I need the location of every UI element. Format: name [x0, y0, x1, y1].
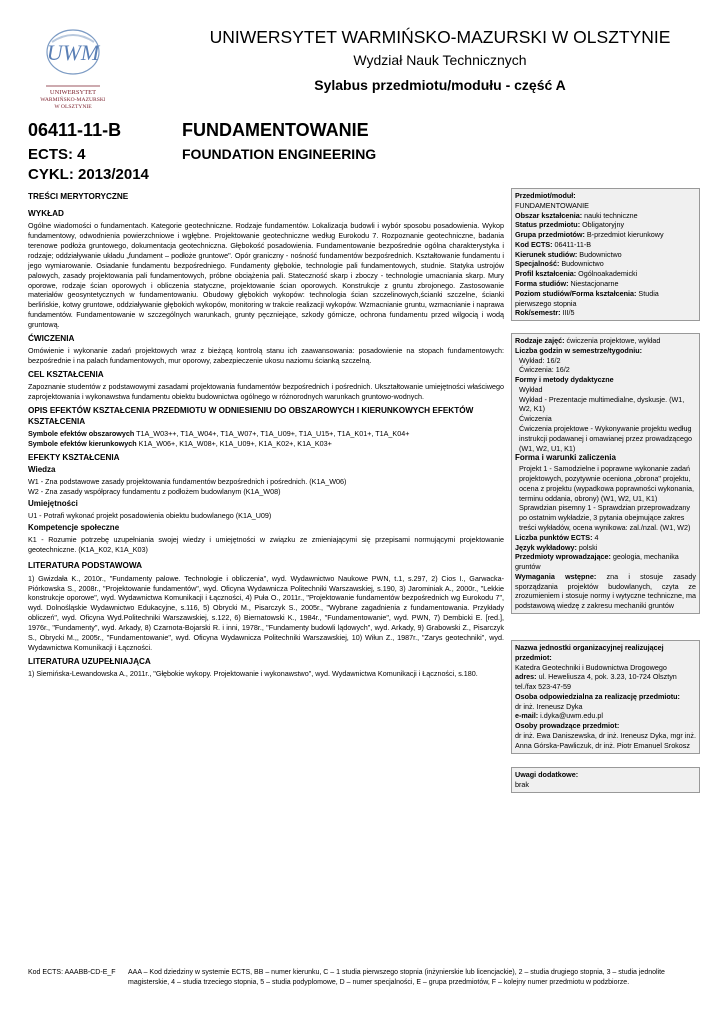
- obszar-label: Obszar kształcenia:: [515, 210, 583, 220]
- kod-value: 06411-11-B: [552, 239, 592, 249]
- jednostka-value: Katedra Geotechniki i Budownictwa Drogowego: [515, 662, 667, 672]
- effect-u1: U1 - Potrafi wykonać projekt posadowienia obiektu budowlanego (K1A_U09): [28, 510, 272, 520]
- course-cycle: CYKL: 2013/2014: [28, 166, 149, 183]
- obszarowe-label: Symbole efektów obszarowych: [28, 429, 135, 439]
- uwm-logo-icon: [40, 20, 105, 130]
- profil-value: Ogólnoakademicki: [576, 269, 638, 279]
- footer-code-format: Kod ECTS: AAABB-CD-E_F: [28, 969, 116, 976]
- course-title-en: FOUNDATION ENGINEERING: [182, 146, 377, 162]
- syllabus-title: Sylabus przedmiotu/modułu - część A: [314, 77, 566, 93]
- forma-warunki-label: Forma i warunki zaliczenia: [515, 453, 616, 463]
- classes-info-box: [511, 333, 700, 614]
- kod-label: Kod ECTS:: [515, 239, 553, 249]
- jezyk-value: polski: [576, 542, 598, 552]
- university-logo: [40, 20, 105, 130]
- wprowadzajace-value: geologia, mechanika gruntów: [515, 552, 679, 572]
- hours-cwiczenia: Ćwiczenia: 16/2: [519, 365, 570, 375]
- jezyk-label: Język wykładowy:: [515, 542, 577, 552]
- prowadzacy-label: Osoby prowadzące przedmiot:: [515, 721, 620, 731]
- wiedza-heading: Wiedza: [28, 465, 56, 475]
- forma-3: Ćwiczenia: [519, 414, 552, 424]
- university-name: UNIWERSYTET WARMIŃSKO-MAZURSKI W OLSZTYNIE: [209, 27, 671, 47]
- logo-sub-3: W OLSZTYNIE: [54, 104, 92, 110]
- punkty-label: Liczba punktów ECTS:: [515, 532, 593, 542]
- cwiczenia-text: Omówienie i wykonanie zadań projektowych wraz z bieżącą kontrolą stanu ich zaawansowania: posadowienie na stopach fundamentowych: bezpośrednie i na palach fundamentowych, mur oporowy, zabezpieczenie ukosu naziomu ścianką szczelną.: [28, 346, 504, 366]
- uwagi-value: brak: [515, 779, 529, 789]
- przedmiot-label: Przedmiot/moduł:: [515, 191, 576, 200]
- przedmiot-value: FUNDAMENTOWANIE: [515, 200, 589, 210]
- rok-value: III/5: [560, 308, 575, 318]
- profil-label: Profil kształcenia:: [515, 269, 577, 279]
- wprowadzajace-label: Przedmioty wprowadzające:: [515, 552, 611, 562]
- rodzaje-value: ćwiczenia projektowe, wykład: [564, 336, 661, 345]
- logo-mark: UWM: [46, 40, 100, 65]
- umiejetnosci-heading: Umiejętności: [28, 498, 78, 508]
- unit-info-box: [511, 640, 700, 754]
- liczba-godzin-label: Liczba godzin w semestrze/tygodniu:: [515, 345, 642, 355]
- effect-k1: K1 - Rozumie potrzebę uzupełniania swojej wiedzy i umiejętności w związku ze zmieniającymi się przepisami normującymi projektowanie geotechniczne. (K1A_K02, K1A_K03): [28, 534, 504, 554]
- section-heading-opis: OPIS EFEKTÓW KSZTAŁCENIA PRZEDMIOTU W ODNIESIENIU DO OBSZAROWYCH I KIERUNKOWYCH EFEKTÓW KSZTAŁCENIA: [28, 405, 474, 427]
- grupa-value: B-przedmiot kierunkowy: [584, 230, 664, 240]
- forma-1: Wykład: [519, 384, 543, 394]
- zaliczenie-2: Sprawdzian pisemny 1 - Sprawdzian przeprowadzany po ostatnim wykładzie, 3 pytania obejmujące zakres treści wykładów, ocena wynikowa: zal./nzal. (W1, W2): [519, 503, 691, 532]
- specjalnosc-label: Specjalność:: [515, 259, 560, 269]
- adres-value: ul. Heweliusza 4, pok. 3.23, 10-724 Olsztyn: [536, 672, 677, 682]
- specjalnosc-value: Budownictwo: [559, 259, 604, 269]
- kierunkowe-value: K1A_W06+, K1A_W08+, K1A_U09+, K1A_K02+, K1A_K03+: [136, 439, 332, 449]
- section-heading-efekty: EFEKTY KSZTAŁCENIA: [28, 453, 120, 463]
- course-ects: ECTS: 4: [28, 146, 86, 163]
- email-label: e-mail:: [515, 711, 539, 721]
- kierunek-label: Kierunek studiów:: [515, 249, 578, 259]
- odpowiedzialna-value: dr inż. Ireneusz Dyka: [515, 701, 583, 711]
- remarks-box: [511, 767, 700, 793]
- course-info-box: [511, 188, 700, 321]
- effect-w2: W2 - Zna zasady współpracy fundamentu z podłożem budowlanym (K1A_W08): [28, 487, 281, 497]
- section-heading-tresci: TREŚCI MERYTORYCZNE: [28, 192, 129, 201]
- grupa-label: Grupa przedmiotów:: [515, 230, 585, 240]
- forma-4: Ćwiczenia projektowe - Wykonywanie projektu według instrukcji podawanej i omawianej przez prowadzącego (W1, W2, U1, K1): [519, 424, 692, 453]
- punkty-value: 4: [592, 532, 599, 542]
- section-heading-cwiczenia: ĆWICZENIA: [28, 333, 75, 343]
- rodzaje-label: Rodzaje zajęć:: [515, 336, 565, 345]
- wyklad-text: Ogólne wiadomości o fundamentach. Kategorie geotechniczne. Rodzaje fundamentów. Lokalizacja budowli i wybór sposobu posadowienia. Wykop fundamentowy, odwodnienia powierzchniowe i wgłębne. Projektowanie geotechniczne według Eurokodu 7. Rozpoznanie geotechniczne, badania terenowe podłoża gruntowego, dokumentacja geotechniczna. Głębokość posadowienia. Fundamentowanie bezpośrednie ogólna charakterystyka i rodzaje; oddziaływanie układu „fundament – podłoże gruntowe". Opór graniczny - nośność fundamentów bezpośrednich. Kształtowanie fundamentu i jego wymiarowanie. Osiadanie fundamentu bezpośredniego. Fundamenty głębokie, technologie pali fundamentowych, studnie. Statyka ustrojów palowych, zasady projektowania pali fundamentowych, próbne obciążenia pali. Stateczność skarp i zboczy - technologie umacniania skarp. Mury oporowe, rodzaje ścian oporowych i obliczenia statyczne, projektowanie ścian oporowych. Konstrukcje z gruntu zbrojonego. Zastosowanie materiałów geosyntetycznych w fundamentowaniu. Obudowy głębokich wykopów: technologia ścian szczelinowych,ścianki szczelne, ścianki berlińskie, kotwy gruntowe, oddziaływanie głębokich wykopów, monitoring w trakcie realizacji wykopów. Wzmacnianie gruntu, wzmacnianie i naprawa fundamentów. Fundamentowanie w szczególnych warunkach, grunty pęczniejące, szkody górnicze, ochrona fundamentu przed wilgocią i wodą gruntową.: [28, 221, 504, 330]
- zaliczenie-1: Projekt 1 - Samodzielne i poprawne wykonanie zadań projektowych, pozytywnie oceniona „obrona" projektu, ocena z projektu (wypadkowa poprawności wykonania, terminu oddania, obrony) (W1, W2, U1, K1): [519, 464, 694, 503]
- wymagania-label: Wymagania wstępne:: [515, 571, 597, 581]
- hours-wyklad: Wykład: 16/2: [519, 355, 561, 365]
- uwagi-label: Uwagi dodatkowe:: [515, 770, 579, 779]
- section-heading-literatura-uzup: LITERATURA UZUPEŁNIAJĄCA: [28, 656, 151, 666]
- footer-legend: AAA – Kod dziedziny w systemie ECTS, BB – numer kierunku, C – 1 studia pierwszego stopnia (inżynierskie lub licencjackie), 2 – studia drugiego stopnia, 3 – studia jednolite magisterskie, 4 – studia trzeciego stopnia, 5 – studia podyplomowe, D – numer specjalności, E – grupa przedmiotów, F – kolejny numer przedmiotu w podzbiorze.: [128, 969, 665, 986]
- faculty-name: Wydział Nauk Technicznych: [353, 52, 527, 68]
- obszar-value: nauki techniczne: [582, 210, 638, 220]
- literatura-text: 1) Gwizdała K., 2010r., "Fundamenty palowe. Technologie i obliczenia", wyd. Wydawnictwo Naukowe PWN, t.1, s.297, 2) Cios I., Garwacka-Piórkowska S., 2008r., "Projektowanie fundamentów", wyd. Oficyna Wydawnicza Politechniki Warszawskiej, s.190, 3) Jarominiak A., 2000r., "Lekkie konstrukcje oporowe", wyd. Wydawnictwa Komunikacji i Łączności, 4) Puła O., 2011r., "Projektowanie fundamentów bezpośrednich wg Eurokodu 7", wyd. Dolnośląskie Wydawnictwo Edukacyjne, s.116, 5) Obrycki M., Pisarczyk S., 2005r., "Wybrane zagadnienia z fundamentowania. Przykłady obliczeń", wyd. Oficyna Wyd.Politechniki Warszawskiej, s.122, 6) Biernatowski K., 1984r., "Fundamentowanie", wyd. PWN, 7) Dembicki E. [red.], 1976r., "Fundamenty", wyd. Arkady, 8) Czarnota-Bojarski R. i inni, 1978r., "Fundamenty budowli lądowych", wyd. Arkady, 9) Grabowski Z., Pisarczyk S., Obrycki M.,, 2005r., "Fundamentowanie", wyd. Oficyna Wydawnicza Politechniki Warszawskiej, 10) Wiłun Z., 1987r., "Zarys geotechniki", wyd. Wydawnictwa Komunikacji i Łączności.: [28, 573, 504, 652]
- status-value: Obligatoryjny: [580, 220, 625, 230]
- poziom-label: Poziom studiów/Forma kształcenia:: [515, 288, 637, 298]
- adres-label: adres:: [515, 672, 537, 682]
- cel-text: Zapoznanie studentów z podstawowymi zasadami projektowania fundamentów bezpośrednich i pośrednich. Ukształtowanie umiejętności właściwego zaprojektowania i wykonawstwa fundamentu obiektu budownictwa ogólnego w różnorodnych warunkach gruntowo-wodnych.: [28, 382, 504, 401]
- status-label: Status przedmiotu:: [515, 220, 581, 230]
- forma-label: Forma studiów:: [515, 279, 569, 289]
- rok-label: Rok/semestr:: [515, 308, 561, 318]
- logo-sub-1: UNIWERSYTET: [49, 89, 97, 96]
- course-title-pl: FUNDAMENTOWANIE: [182, 120, 369, 140]
- wymagania-value: zna i stosuje zasady sporządzania projektów budowlanych, czyta ze zrozumieniem i stosuje normy i wytyczne techniczne, ma podstawową wiedzę z zakresu mechaniki gruntów: [515, 571, 696, 611]
- email-link[interactable]: i.dyka@uwm.edu.pl: [538, 711, 603, 721]
- prowadzacy-value: dr inż. Ewa Daniszewska, dr inż. Ireneusz Dyka, mgr inż. Anna Górska-Pawliczuk, dr inż. Piotr Emanuel Srokosz: [515, 731, 696, 750]
- course-code: 06411-11-B: [28, 120, 122, 140]
- kierunek-value: Budownictwo: [577, 249, 622, 259]
- logo-sub-2: WARMIŃSKO-MAZURSKI: [40, 97, 105, 103]
- kierunkowe-label: Symbole efektów kierunkowych: [28, 439, 137, 449]
- effect-w1: W1 - Zna podstawowe zasady projektowania fundamentów bezpośrednich i pośrednich. (K1A_W06): [28, 477, 347, 487]
- tel-value: tel./fax 523-47-59: [515, 682, 571, 692]
- obszarowe-value: T1A_W03++, T1A_W04+, T1A_W07+, T1A_U09+, T1A_U15+, T1A_K01+, T1A_K04+: [134, 429, 410, 439]
- kierunkowe-line: [28, 439, 504, 449]
- main-content: [28, 188, 504, 682]
- poziom-value: Studia pierwszego stopnia: [515, 288, 659, 308]
- literatura-uzup-text: 1) Siemińska-Lewandowska A., 2011r., "Głębokie wykopy. Projektowanie i wykonawstwo", wyd. Wydawnictwa Komunikacji i Łączności, s.180.: [28, 668, 478, 678]
- jednostka-label: Nazwa jednostki organizacyjnej realizującej przedmiot:: [515, 643, 664, 662]
- section-heading-literatura: LITERATURA PODSTAWOWA: [28, 561, 143, 571]
- odpowiedzialna-label: Osoba odpowiedzialna za realizację przedmiotu:: [515, 691, 680, 701]
- section-heading-wyklad: WYKŁAD: [28, 209, 64, 219]
- formy-label: Formy i metody dydaktyczne: [515, 375, 614, 385]
- forma-2: Wykład - Prezentacje multimedialne, dyskusje. (W1, W2, K1): [519, 394, 685, 414]
- kompetencje-heading: Kompetencje społeczne: [28, 522, 120, 532]
- forma-value: Niestacjonarne: [568, 279, 619, 289]
- obszarowe-line: [28, 429, 504, 439]
- section-heading-cel: CEL KSZTAŁCENIA: [28, 369, 104, 379]
